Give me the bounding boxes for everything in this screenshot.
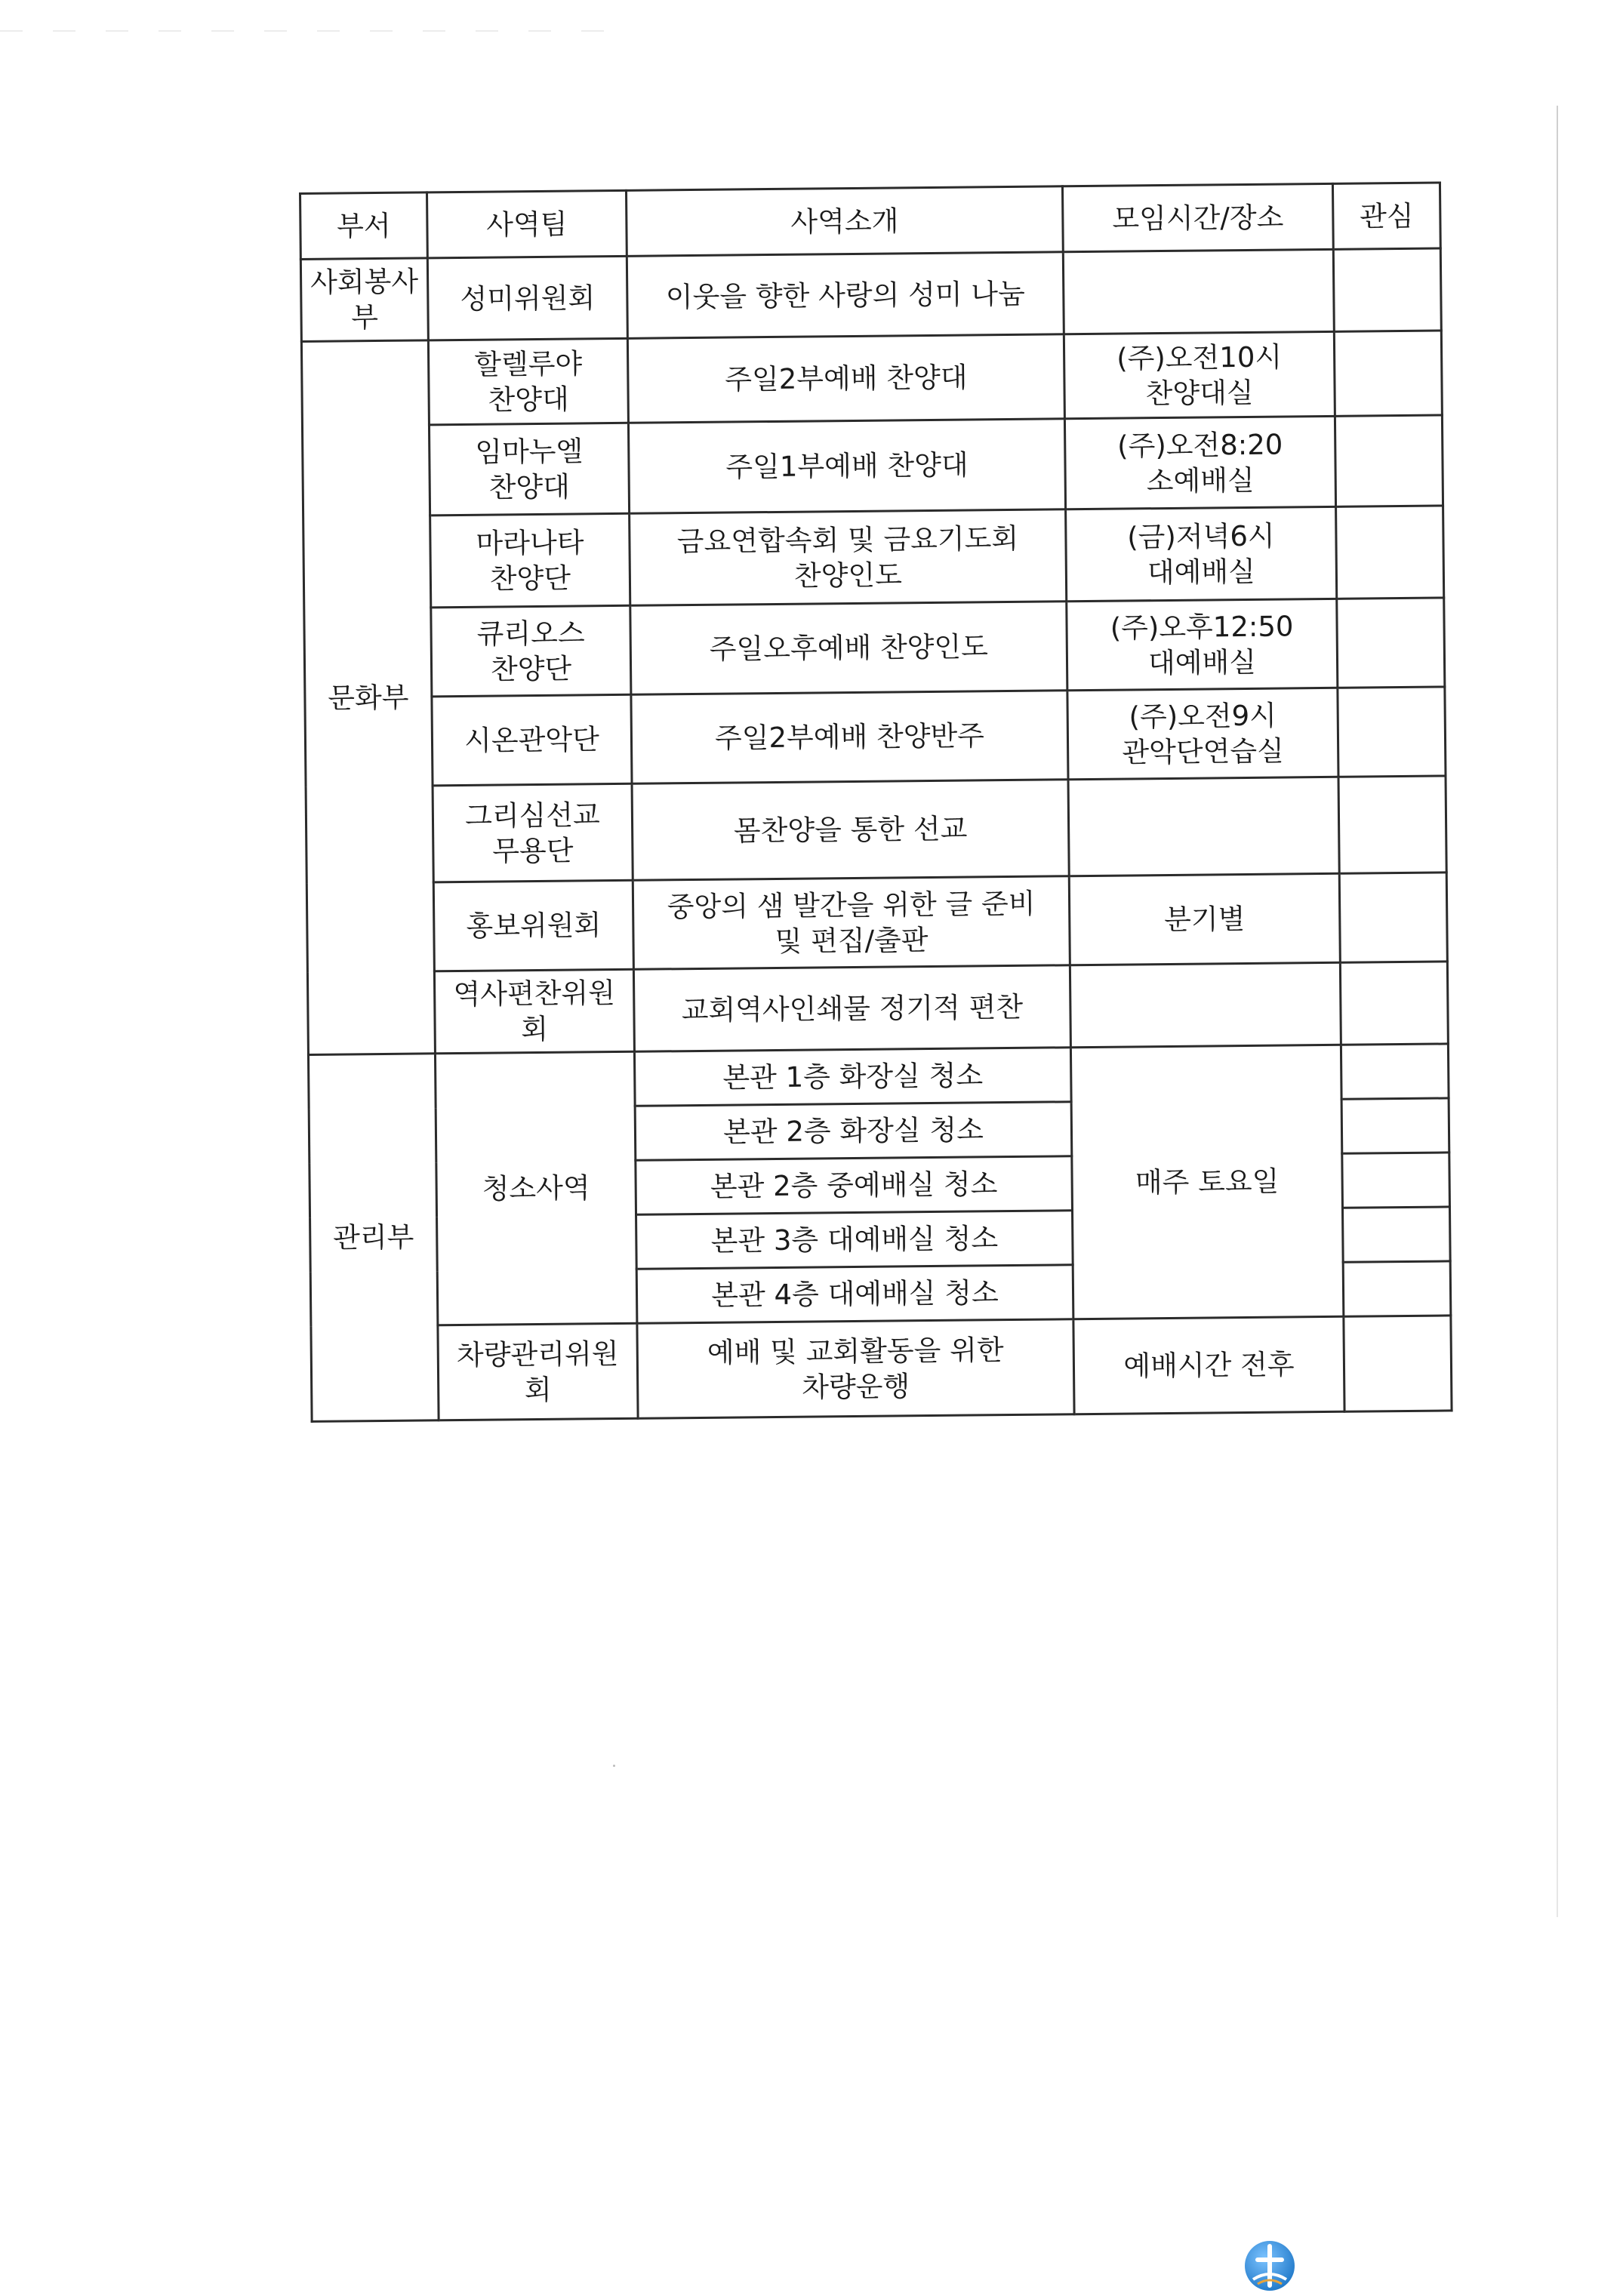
meeting-cell [1070,962,1341,1047]
department-cell: 문화부 [301,340,435,1055]
meeting-cell: (주)오전8:20 소예배실 [1064,416,1335,509]
intro-cell: 교회역사인쇄물 정기적 편찬 [633,965,1070,1052]
department-cell: 사회봉사부 [300,258,428,342]
scan-page-edge [1557,106,1558,1917]
meeting-cell: 매주 토요일 [1070,1045,1343,1319]
team-cell: 성미위원회 [427,256,627,340]
interest-checkbox-cell[interactable] [1341,1044,1449,1099]
table-row [308,1044,1449,1109]
team-cell: 할렐루야 찬양대 [428,338,628,425]
ministry-table [299,181,1453,1422]
team-cell: 차량관리위원회 [438,1323,638,1420]
table-row [303,506,1444,608]
scan-speck [613,1765,615,1767]
intro-cell: 주일2부예배 찬양대 [627,334,1064,423]
scan-noise [0,30,619,32]
meeting-cell: (주)오전9시 관악단연습실 [1067,688,1338,779]
table-row [300,248,1441,341]
church-cross-logo-icon [1243,2239,1297,2293]
intro-cell: 이웃을 향한 사랑의 성미 나눔 [627,252,1064,339]
team-cell: 시온관악단 [432,694,632,786]
intro-cell: 본관 1층 화장실 청소 [634,1048,1071,1106]
header-meeting: 모임시간/장소 [1062,183,1333,251]
team-cell: 홍보위원회 [433,880,633,971]
meeting-cell: (금)저녁6시 대예배실 [1066,506,1337,601]
team-cell: 임마누엘 찬양대 [429,423,629,516]
table-row [305,687,1446,786]
header-intro: 사역소개 [626,186,1063,257]
team-cell: 역사편찬위원회 [434,969,634,1054]
table-row [311,1316,1452,1421]
meeting-cell: (주)오전10시 찬양대실 [1064,331,1335,418]
interest-checkbox-cell[interactable] [1338,687,1446,777]
intro-cell: 주일2부예배 찬양반주 [631,691,1068,784]
intro-cell: 본관 4층 대예배실 청소 [636,1265,1073,1324]
meeting-cell [1063,249,1334,334]
intro-cell: 예배 및 교회활동을 위한 차량운행 [637,1319,1074,1419]
intro-cell: 본관 2층 화장실 청소 [635,1102,1072,1161]
team-cell: 마라나타 찬양단 [430,513,630,608]
interest-checkbox-cell[interactable] [1337,598,1445,688]
meeting-cell: (주)오후12:50 대예배실 [1067,599,1338,690]
interest-checkbox-cell[interactable] [1336,506,1444,599]
interest-checkbox-cell[interactable] [1335,415,1443,506]
intro-cell: 몸찬양을 통한 선교 [632,780,1069,881]
department-cell: 관리부 [308,1054,439,1422]
meeting-cell [1068,777,1339,876]
meeting-cell: 예배시간 전후 [1073,1316,1344,1414]
intro-cell: 금요연합속회 및 금요기도회 찬양인도 [630,509,1067,606]
table-row [304,598,1445,697]
intro-cell: 본관 3층 대예배실 청소 [636,1211,1073,1270]
intro-cell: 주일오후예배 찬양인도 [630,602,1067,695]
team-cell: 청소사역 [435,1051,636,1325]
header-team: 사역팀 [427,190,627,258]
intro-cell: 중앙의 샘 발간을 위한 글 준비 및 편집/출판 [633,876,1070,970]
interest-checkbox-cell[interactable] [1344,1316,1452,1411]
interest-checkbox-cell[interactable] [1342,1153,1450,1208]
team-cell: 큐리오스 찬양단 [431,605,631,697]
table-row [302,415,1443,516]
table-row [307,962,1448,1054]
interest-checkbox-cell[interactable] [1334,331,1442,416]
table-header-row [300,183,1441,259]
table-row [301,331,1442,426]
interest-checkbox-cell[interactable] [1339,873,1447,962]
intro-cell: 주일1부예배 찬양대 [628,419,1065,514]
table-row [306,873,1447,972]
table-row [306,776,1446,883]
interest-checkbox-cell[interactable] [1343,1261,1451,1316]
header-interest: 관심 [1332,183,1440,249]
interest-checkbox-cell[interactable] [1333,248,1441,331]
intro-cell: 본관 2층 중예배실 청소 [636,1156,1073,1215]
header-department: 부서 [300,192,428,260]
interest-checkbox-cell[interactable] [1340,962,1448,1045]
interest-checkbox-cell[interactable] [1342,1207,1450,1262]
meeting-cell: 분기별 [1069,873,1340,965]
team-cell: 그리심선교 무용단 [433,783,633,882]
interest-checkbox-cell[interactable] [1338,776,1446,873]
interest-checkbox-cell[interactable] [1341,1098,1449,1153]
